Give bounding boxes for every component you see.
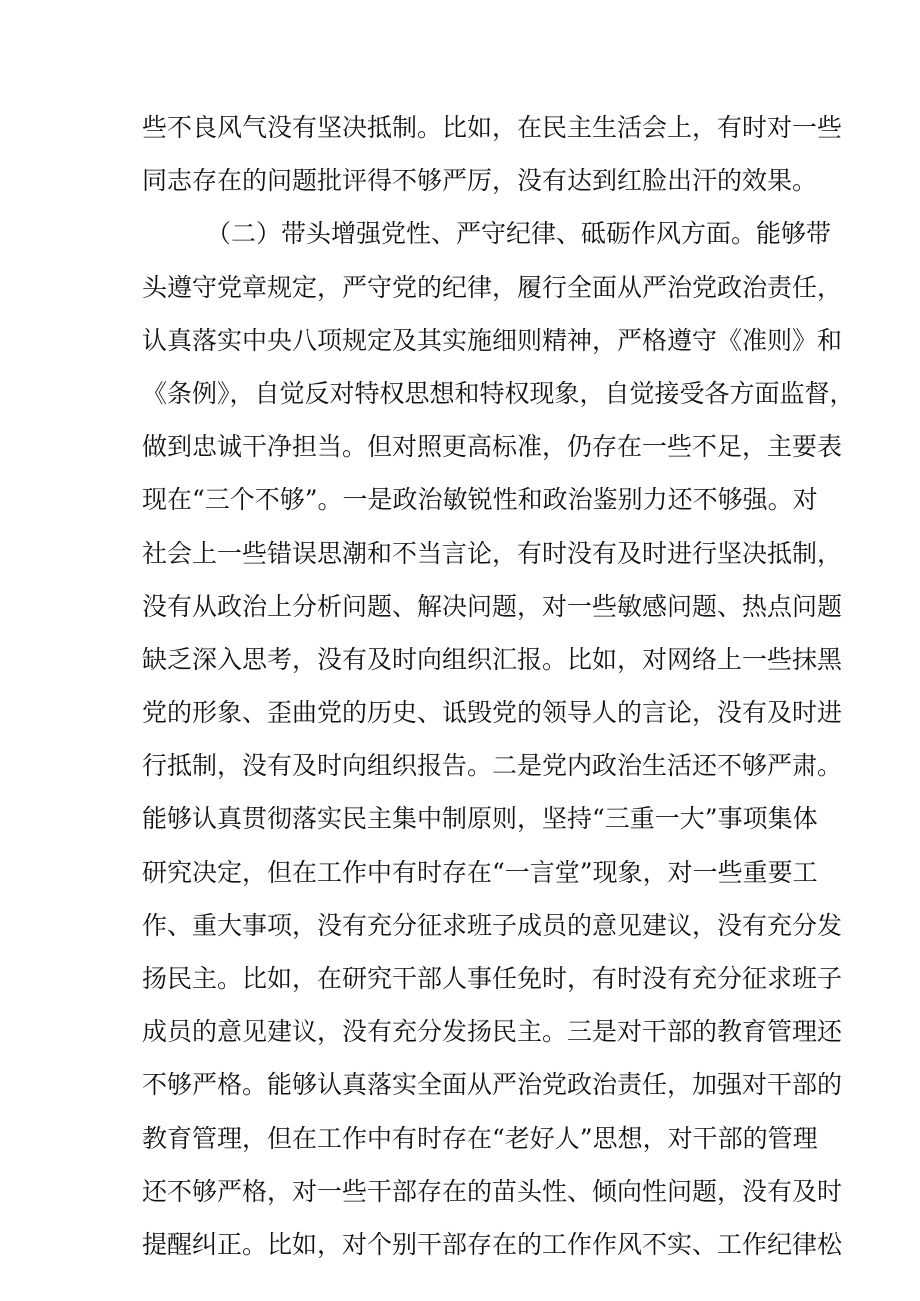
text-line: 党的形象、歪曲党的历史、诋毁党的领导人的言论，没有及时进: [142, 698, 843, 728]
text-line: 《条例》，自觉反对特权思想和特权现象，自觉接受各方面监督，: [142, 378, 855, 408]
text-line: 社会上一些错误思潮和不当言论，有时没有及时进行坚决抵制，: [142, 538, 843, 568]
text-line: 头遵守党章规定，严守党的纪律，履行全面从严治党政治责任，: [142, 272, 843, 302]
section-heading-line: （二）带头增强党性、严守纪律、砥砺作风方面。能够带: [206, 219, 832, 249]
text-line: 教育管理，但在工作中有时存在“老好人”思想，对干部的管理: [142, 1123, 818, 1153]
text-line: 些不良风气没有坚决抵制。比如，在民主生活会上，有时对一些: [142, 113, 843, 142]
text-line: 提醒纠正。比如，对个别干部存在的工作作风不实、工作纪律松: [142, 1229, 843, 1259]
text-line: 缺乏深入思考，没有及时向组织汇报。比如，对网络上一些抹黑: [142, 644, 843, 674]
text-line: 没有从政治上分析问题、解决问题，对一些敏感问题、热点问题: [142, 591, 843, 621]
text-line: 还不够严格，对一些干部存在的苗头性、倾向性问题，没有及时: [142, 1176, 843, 1206]
text-line: 能够认真贯彻落实民主集中制原则，坚持“三重一大”事项集体: [142, 804, 818, 834]
text-line: 研究决定，但在工作中有时存在“一言堂”现象，对一些重要工: [142, 857, 818, 887]
text-line: 同志存在的问题批评得不够严厉，没有达到红脸出汗的效果。: [142, 166, 818, 196]
text-line: 成员的意见建议，没有充分发扬民主。三是对干部的教育管理还: [142, 1017, 843, 1047]
text-line: 做到忠诚干净担当。但对照更高标准，仍存在一些不足，主要表: [142, 432, 843, 462]
text-line: 不够严格。能够认真落实全面从严治党政治责任，加强对干部的: [142, 1070, 843, 1100]
text-line: 行抵制，没有及时向组织报告。二是党内政治生活还不够严肃。: [142, 751, 843, 781]
text-line: 现在“三个不够”。一是政治敏锐性和政治鉴别力还不够强。对: [142, 485, 818, 515]
text-line: 认真落实中央八项规定及其实施细则精神，严格遵守《准则》和: [142, 325, 843, 355]
text-line: 作、重大事项，没有充分征求班子成员的意见建议，没有充分发: [142, 910, 843, 940]
text-line: 扬民主。比如，在研究干部人事任免时，有时没有充分征求班子: [142, 964, 843, 993]
body-text: [142, 101, 855, 1271]
